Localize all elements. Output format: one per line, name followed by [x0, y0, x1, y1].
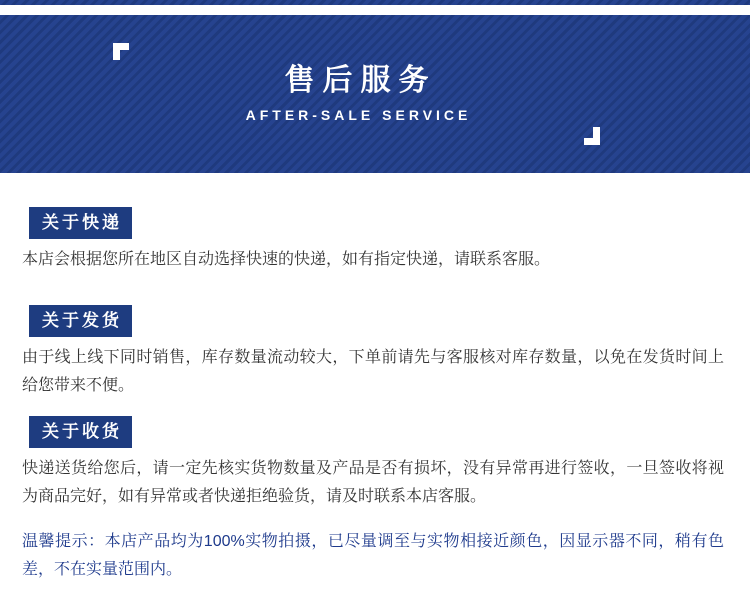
corner-bracket-bottom-right-icon	[584, 127, 600, 145]
section-shipping	[22, 305, 724, 400]
section-express	[22, 207, 724, 274]
section-shipping-label-badge: 关于发货	[29, 305, 132, 337]
banner-inner-frame	[113, 43, 600, 145]
section-express-label-badge: 关于快递	[29, 207, 132, 239]
section-receiving-label-badge: 关于收货	[29, 416, 132, 448]
service-notes-content	[0, 207, 750, 584]
top-divider-strip	[0, 0, 750, 5]
section-receiving	[22, 416, 724, 511]
corner-bracket-top-left-icon	[113, 43, 129, 60]
after-sale-banner	[0, 15, 750, 173]
banner-subtitle: AFTER-SALE SERVICE	[245, 107, 472, 123]
section-shipping-paragraph: 由于线上线下同时销售，库存数量流动较大，下单前请先与客服核对库存数量，以免在发货时间上给您带来不便。	[22, 349, 724, 394]
banner-title: 售后服务	[284, 64, 437, 97]
warm-tip-text: 温馨提示：本店产品均为100%实物拍摄，已尽量调至与实物相接近颜色，因显示器不同，稍有色差，不在实量范围内。	[22, 533, 724, 578]
section-express-paragraph: 本店会根据您所在地区自动选择快速的快递，如有指定快递，请联系客服。	[22, 251, 551, 268]
section-receiving-paragraph: 快递送货给您后，请一定先核实货物数量及产品是否有损坏，没有异常再进行签收，一旦签收将视为商品完好，如有异常或者快递拒绝验货，请及时联系本店客服。	[22, 460, 724, 505]
